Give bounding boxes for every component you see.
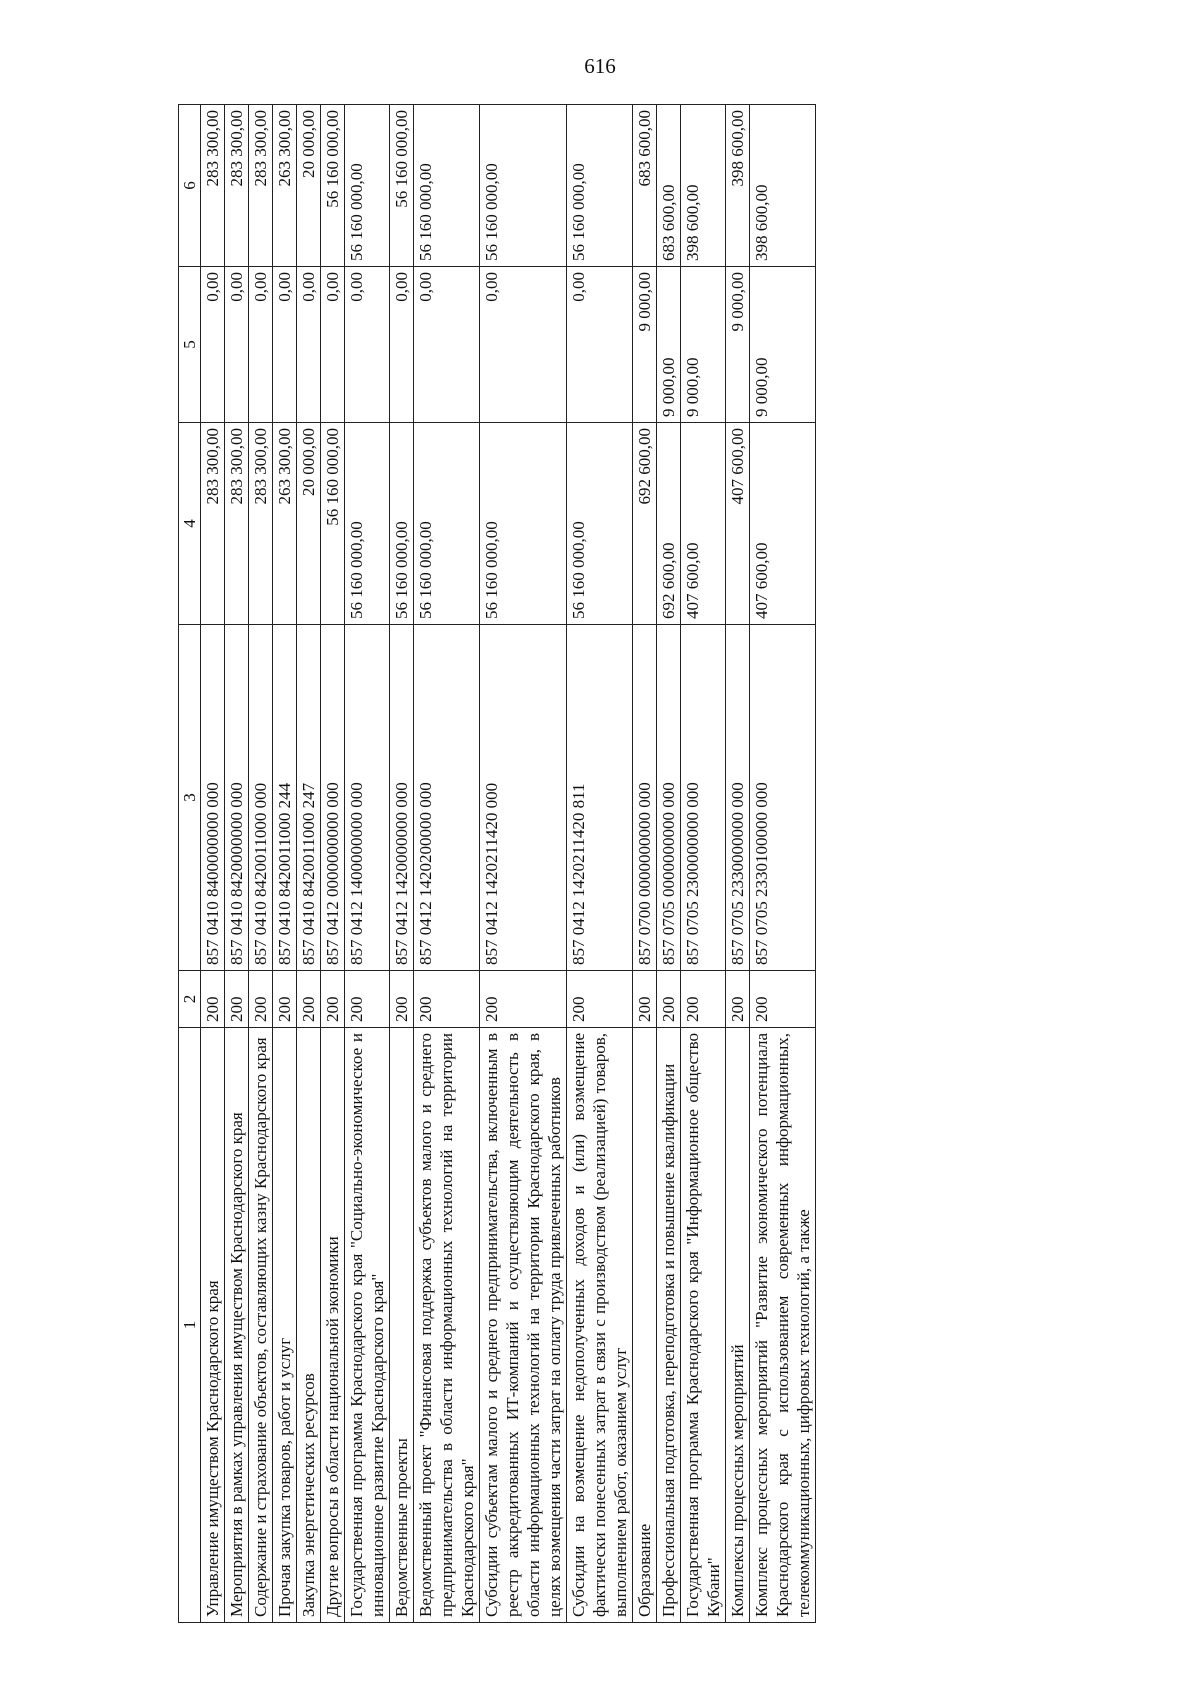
row-col-2: 200 xyxy=(726,971,750,1028)
row-code: 857 0412 1420200000 000 xyxy=(414,625,480,971)
row-code: 857 0705 2300000000 000 xyxy=(681,625,726,971)
row-value-6: 283 300,00 xyxy=(249,105,273,267)
row-value-6: 283 300,00 xyxy=(201,105,225,267)
row-col-2: 200 xyxy=(201,971,225,1028)
table-row xyxy=(345,105,390,1623)
row-col-2: 200 xyxy=(390,971,414,1028)
row-name: Другие вопросы в области национальной экономики xyxy=(321,1028,345,1623)
row-col-2: 200 xyxy=(345,971,390,1028)
row-name: Комплекс процессных мероприятий "Развитие экономического потенциала Краснодарского края с использованием современных информационных, телекоммуникационных, цифровых технологий, а также xyxy=(750,1028,816,1623)
row-code: 857 0410 8420000000 000 xyxy=(225,625,249,971)
row-code: 857 0412 1420211420 000 xyxy=(480,625,567,971)
row-col-2: 200 xyxy=(273,971,297,1028)
header-col-2: 2 xyxy=(179,971,201,1028)
row-name: Прочая закупка товаров, работ и услуг xyxy=(273,1028,297,1623)
table-row xyxy=(273,105,297,1623)
row-value-6: 56 160 000,00 xyxy=(345,105,390,267)
header-col-3: 3 xyxy=(179,625,201,971)
header-col-5: 5 xyxy=(179,267,201,423)
row-value-4: 56 160 000,00 xyxy=(390,423,414,625)
row-value-6: 56 160 000,00 xyxy=(390,105,414,267)
row-value-6: 56 160 000,00 xyxy=(321,105,345,267)
table-row xyxy=(201,105,225,1623)
row-value-5: 9 000,00 xyxy=(750,267,816,423)
row-value-4: 283 300,00 xyxy=(249,423,273,625)
row-value-6: 398 600,00 xyxy=(681,105,726,267)
budget-table xyxy=(178,104,816,1623)
row-value-5: 9 000,00 xyxy=(633,267,657,423)
row-value-5: 0,00 xyxy=(567,267,633,423)
row-col-2: 200 xyxy=(414,971,480,1028)
row-code: 857 0410 8420011000 244 xyxy=(273,625,297,971)
row-col-2: 200 xyxy=(225,971,249,1028)
table-row xyxy=(657,105,681,1623)
row-name: Комплексы процессных мероприятий xyxy=(726,1028,750,1623)
row-value-4: 692 600,00 xyxy=(633,423,657,625)
row-name: Образование xyxy=(633,1028,657,1623)
row-code: 857 0700 0000000000 000 xyxy=(633,625,657,971)
row-value-5: 0,00 xyxy=(225,267,249,423)
row-value-5: 0,00 xyxy=(345,267,390,423)
row-name: Субсидии субъектам малого и среднего предпринимательства, включенным в реестр аккредитованных ИТ-компаний и осуществляющим деятельность в области информационных технологий на территории Краснодарского края, в целях возмещения части затрат на оплату труда привлеченных работников xyxy=(480,1028,567,1623)
row-value-4: 407 600,00 xyxy=(726,423,750,625)
row-value-5: 0,00 xyxy=(273,267,297,423)
table-row xyxy=(390,105,414,1623)
row-value-4: 263 300,00 xyxy=(273,423,297,625)
row-value-5: 9 000,00 xyxy=(726,267,750,423)
row-name: Государственная программа Краснодарского края "Информационное общество Кубани" xyxy=(681,1028,726,1623)
row-value-5: 9 000,00 xyxy=(657,267,681,423)
row-value-6: 283 300,00 xyxy=(225,105,249,267)
row-value-5: 0,00 xyxy=(321,267,345,423)
row-code: 857 0705 0000000000 000 xyxy=(657,625,681,971)
row-col-2: 200 xyxy=(567,971,633,1028)
row-code: 857 0412 1420000000 000 xyxy=(390,625,414,971)
table-body xyxy=(201,105,816,1623)
row-value-5: 0,00 xyxy=(249,267,273,423)
row-value-6: 56 160 000,00 xyxy=(567,105,633,267)
row-col-2: 200 xyxy=(750,971,816,1028)
table-row xyxy=(750,105,816,1623)
row-code: 857 0410 8420011000 247 xyxy=(297,625,321,971)
row-col-2: 200 xyxy=(321,971,345,1028)
row-col-2: 200 xyxy=(657,971,681,1028)
row-code: 857 0410 8400000000 000 xyxy=(201,625,225,971)
row-value-6: 398 600,00 xyxy=(750,105,816,267)
row-col-2: 200 xyxy=(633,971,657,1028)
row-value-6: 56 160 000,00 xyxy=(480,105,567,267)
row-col-2: 200 xyxy=(681,971,726,1028)
row-value-4: 407 600,00 xyxy=(681,423,726,625)
table-row xyxy=(681,105,726,1623)
row-value-5: 0,00 xyxy=(480,267,567,423)
row-name: Профессиональная подготовка, переподготовка и повышение квалификации xyxy=(657,1028,681,1623)
table-row xyxy=(726,105,750,1623)
header-col-1: 1 xyxy=(179,1028,201,1623)
row-value-5: 9 000,00 xyxy=(681,267,726,423)
row-code: 857 0705 2330100000 000 xyxy=(750,625,816,971)
row-value-4: 20 000,00 xyxy=(297,423,321,625)
row-value-4: 283 300,00 xyxy=(201,423,225,625)
row-value-4: 56 160 000,00 xyxy=(321,423,345,625)
table-row xyxy=(321,105,345,1623)
row-code: 857 0705 2330000000 000 xyxy=(726,625,750,971)
row-code: 857 0412 0000000000 000 xyxy=(321,625,345,971)
row-value-4: 56 160 000,00 xyxy=(480,423,567,625)
row-value-4: 407 600,00 xyxy=(750,423,816,625)
table-row xyxy=(567,105,633,1623)
row-value-4: 692 600,00 xyxy=(657,423,681,625)
row-value-5: 0,00 xyxy=(414,267,480,423)
row-code: 857 0410 8420011000 000 xyxy=(249,625,273,971)
row-value-6: 683 600,00 xyxy=(657,105,681,267)
row-value-6: 56 160 000,00 xyxy=(414,105,480,267)
row-code: 857 0412 1420211420 811 xyxy=(567,625,633,971)
row-value-6: 683 600,00 xyxy=(633,105,657,267)
row-value-4: 283 300,00 xyxy=(225,423,249,625)
table-row xyxy=(480,105,567,1623)
page-number: 616 xyxy=(584,54,616,78)
row-name: Управление имуществом Краснодарского края xyxy=(201,1028,225,1623)
row-value-4: 56 160 000,00 xyxy=(414,423,480,625)
row-code: 857 0412 1400000000 000 xyxy=(345,625,390,971)
row-name: Ведомственные проекты xyxy=(390,1028,414,1623)
row-value-5: 0,00 xyxy=(297,267,321,423)
row-name: Государственная программа Краснодарского края "Социально-экономическое и инновационное развитие Краснодарского края" xyxy=(345,1028,390,1623)
rotated-table-wrapper xyxy=(178,105,1079,1623)
table-row xyxy=(633,105,657,1623)
row-value-6: 263 300,00 xyxy=(273,105,297,267)
row-value-5: 0,00 xyxy=(390,267,414,423)
rotated-table-frame xyxy=(178,105,1079,1623)
row-value-4: 56 160 000,00 xyxy=(567,423,633,625)
row-name: Мероприятия в рамках управления имуществом Краснодарского края xyxy=(225,1028,249,1623)
row-col-2: 200 xyxy=(297,971,321,1028)
table-row xyxy=(414,105,480,1623)
row-name: Субсидии на возмещение недополученных доходов и (или) возмещение фактически понесенных затрат в связи с производством (реализацией) товаров, выполнением работ, оказанием услуг xyxy=(567,1028,633,1623)
row-value-6: 20 000,00 xyxy=(297,105,321,267)
table-row xyxy=(297,105,321,1623)
row-value-4: 56 160 000,00 xyxy=(345,423,390,625)
table-row xyxy=(225,105,249,1623)
row-col-2: 200 xyxy=(249,971,273,1028)
row-name: Закупка энергетических ресурсов xyxy=(297,1028,321,1623)
row-name: Содержание и страхование объектов, составляющих казну Краснодарского края xyxy=(249,1028,273,1623)
table-row xyxy=(249,105,273,1623)
row-col-2: 200 xyxy=(480,971,567,1028)
row-name: Ведомственный проект "Финансовая поддержка субъектов малого и среднего предпринимательства в области информационных технологий на территории Краснодарского края" xyxy=(414,1028,480,1623)
row-value-6: 398 600,00 xyxy=(726,105,750,267)
row-value-5: 0,00 xyxy=(201,267,225,423)
header-col-4: 4 xyxy=(179,423,201,625)
header-row xyxy=(179,105,201,1623)
header-col-6: 6 xyxy=(179,105,201,267)
